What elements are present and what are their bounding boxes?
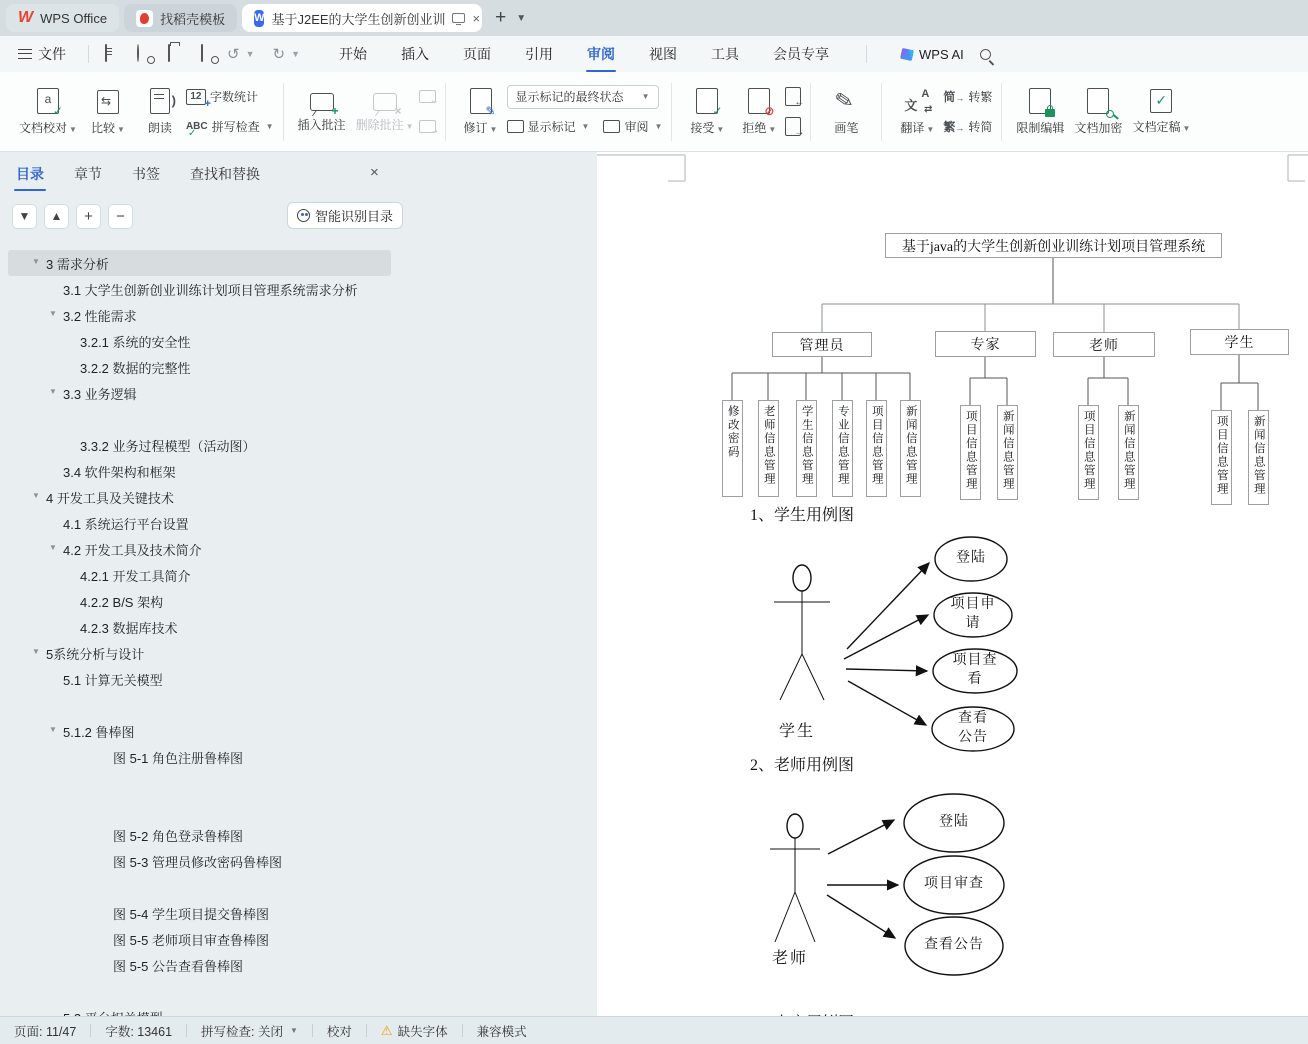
read-aloud-button[interactable]: ) 朗读	[134, 80, 186, 144]
wps-logo-icon: W	[18, 9, 34, 26]
delete-comment-icon: ×	[373, 93, 397, 111]
use-case-label: 项目审查	[924, 876, 984, 892]
toc-item[interactable]	[8, 666, 391, 692]
toc-caret-icon[interactable]: ▼	[49, 387, 57, 396]
restrict-editing-button[interactable]: 限制编辑	[1011, 80, 1069, 144]
docer-icon	[136, 10, 153, 27]
missing-font-warning[interactable]: ⚠ 缺失字体	[380, 1022, 448, 1039]
toc-item-label: 4.2.2 B/S 架构	[80, 594, 164, 610]
divider	[866, 45, 867, 63]
next-comment-icon: →	[419, 120, 436, 133]
toc-caret-icon[interactable]: ▼	[49, 309, 57, 318]
toc-item-label: 3.3.2 业务过程模型（活动图）	[80, 438, 256, 454]
org-chart-function-box: 老师信息管理	[758, 400, 779, 497]
menu-view[interactable]: 视图	[649, 46, 677, 62]
wps-ai-button[interactable]	[901, 47, 964, 62]
tab-label: WPS Office	[40, 10, 108, 26]
enter-fullscreen-icon[interactable]	[452, 13, 465, 23]
toc-item-label: 3.4 软件架构和框架	[63, 464, 176, 480]
toc-item[interactable]	[8, 848, 391, 874]
file-menu-label: 文件	[38, 46, 66, 62]
reject-change-button[interactable]: ⊘ 拒绝 ▼	[733, 80, 785, 144]
org-chart-function-box: 专业信息管理	[832, 400, 853, 497]
toc-caret-icon[interactable]: ▼	[32, 491, 40, 500]
org-chart-function-box: 新闻信息管理	[997, 405, 1018, 500]
file-menu-button[interactable]	[0, 44, 80, 64]
toc-caret-icon[interactable]: ▼	[32, 647, 40, 656]
menu-reference[interactable]: 引用	[525, 46, 553, 62]
word-count-indicator[interactable]: 字数: 13461	[105, 1024, 173, 1039]
compatibility-mode-badge: 兼容模式	[476, 1024, 527, 1039]
encrypt-doc-button[interactable]: 文档加密	[1069, 80, 1127, 144]
track-changes-icon: ✎	[470, 88, 492, 114]
insert-comment-button[interactable]: + 插入批注	[293, 80, 351, 144]
toc-caret-icon[interactable]: ▼	[32, 257, 40, 266]
ink-pen-icon	[833, 88, 859, 114]
toc-item-label: 3.3 业务逻辑	[63, 386, 137, 402]
toc-item[interactable]	[8, 536, 391, 562]
redo-chevron-icon[interactable]: ▼	[291, 49, 300, 59]
toc-item[interactable]	[8, 900, 391, 926]
org-chart-function-box: 新闻信息管理	[1118, 405, 1139, 500]
proofread-button[interactable]: 校对	[326, 1024, 352, 1039]
tab-docer-templates[interactable]	[124, 4, 237, 32]
read-aloud-icon	[150, 88, 170, 114]
show-markup-icon	[507, 120, 524, 133]
sidebar-tab-chapters[interactable]: 章节	[74, 166, 102, 182]
previous-change-icon: ←	[785, 87, 801, 106]
review-pane-icon	[603, 120, 620, 133]
menu-tabs	[322, 36, 846, 72]
toc-item-label: 图 5-4 学生项目提交鲁棒图	[113, 906, 270, 922]
toc-item-label: 图 5-3 管理员修改密码鲁棒图	[113, 854, 283, 870]
org-chart-function-box: 项目信息管理	[1211, 410, 1232, 505]
org-chart-root-box: 基于java的大学生创新创业训练计划项目管理系统	[885, 233, 1222, 258]
spell-check-button[interactable]: ABC ✓ 拼写检查 ▼	[186, 114, 274, 140]
use-case-label: 登陆	[956, 550, 986, 566]
use-case-heading: 1、学生用例图	[750, 507, 855, 524]
use-case-label: 查看公告	[924, 937, 984, 953]
toc-item-label: 4.2.3 数据库技术	[80, 620, 178, 636]
toc-item-label: 5系统分析与设计	[46, 646, 145, 662]
close-tab-icon[interactable]: ×	[472, 10, 481, 26]
show-markup-button[interactable]: 显示标记	[527, 120, 576, 134]
tab-label: 基于J2EE的大学生创新创业训	[271, 11, 446, 27]
smart-toc-button[interactable]: 智能识别目录	[287, 202, 403, 229]
document-page[interactable]	[597, 152, 1308, 1016]
toc-item-label: 5.1.2 鲁棒图	[63, 724, 135, 740]
divider	[810, 83, 811, 141]
menu-tools[interactable]: 工具	[711, 46, 739, 62]
divider	[1001, 83, 1002, 141]
compare-button[interactable]: ⇆ 比较 ▼	[82, 80, 134, 144]
page-indicator[interactable]: 页面: 11/47	[14, 1024, 77, 1039]
menu-start[interactable]: 开始	[339, 46, 367, 62]
traditional-to-simplified-button[interactable]: 繁→ 转简	[943, 120, 993, 134]
sidebar-tab-bookmarks[interactable]: 书签	[132, 166, 160, 182]
collapse-all-button[interactable]: ▲	[44, 204, 69, 229]
expand-all-button[interactable]: ▼	[12, 204, 37, 229]
toc-item[interactable]	[8, 276, 391, 302]
doc-proof-icon: a ✓	[37, 88, 59, 114]
finalize-doc-button[interactable]: ✓ 文档定稿 ▼	[1127, 80, 1195, 144]
print-button[interactable]	[167, 45, 185, 63]
next-change-button[interactable]	[785, 114, 805, 140]
toc-item-label: 4.2.1 开发工具简介	[80, 568, 191, 584]
word-count-icon: 12 +	[186, 89, 206, 105]
toc-item-label: 图 5-1 角色注册鲁棒图	[113, 750, 244, 766]
review-pane-button[interactable]: 审阅	[624, 120, 649, 134]
actor-label: 老师	[772, 950, 809, 967]
use-case-label: 项目查看	[952, 653, 998, 687]
wps-ai-icon	[900, 47, 914, 60]
toc-caret-icon[interactable]: ▼	[49, 725, 57, 734]
undo-chevron-icon[interactable]: ▼	[245, 49, 255, 59]
toc-item-label: 3.1 大学生创新创业训练计划项目管理系统需求分析	[63, 282, 358, 298]
menu-page[interactable]: 页面	[463, 46, 491, 62]
divider	[445, 83, 446, 141]
org-chart-function-box: 项目信息管理	[960, 405, 981, 500]
zoom-in-toc-button[interactable]: +	[76, 204, 101, 229]
status-bar	[0, 1016, 1308, 1044]
use-case-label: 登陆	[939, 814, 969, 830]
window-tab-bar	[0, 0, 1308, 36]
toc-item[interactable]	[8, 250, 391, 276]
org-chart-function-box: 新闻信息管理	[1248, 410, 1269, 505]
toc-item[interactable]	[8, 562, 391, 588]
save-button[interactable]	[103, 45, 121, 63]
toc-item-label: 3.2 性能需求	[63, 308, 137, 324]
markup-state-dropdown[interactable]: 显示标记的最终状态 ▼	[507, 85, 659, 109]
org-chart-function-box: 项目信息管理	[866, 400, 887, 497]
compare-icon	[97, 90, 119, 114]
divider	[881, 83, 882, 141]
divider	[88, 45, 89, 63]
undo-button[interactable]: ↺	[227, 46, 240, 63]
zoom-out-toc-button[interactable]: −	[108, 204, 133, 229]
toc-item-label: 图 5-5 老师项目审查鲁棒图	[113, 932, 270, 948]
toc-item[interactable]	[8, 822, 391, 848]
translate-button[interactable]: 文 ⇄ A 翻译 ▼	[891, 80, 943, 144]
ribbon-toolbar: a ✓ 文档校对 ▼ ⇆ 比较 ▼ ) 朗读 12 + 字数统计 ABC ✓ 拼写检查 ▼ + 插入批注 × 删除批注 ▼ ← → ✎ 修订 ▼ 显示标记的最终状态 ▼ 显示标记 ▼ 审阅 ▼ ✓ 接受 ▼ ⊘ 拒绝 ▼ ← → ✎ 画笔 文 ⇄ A 翻译 ▼ 简→ 转繁 繁→ 转简 限制编辑 文档加密 ✓ 文档定稿 ▼	[0, 72, 1308, 152]
previous-change-button[interactable]	[785, 84, 805, 110]
tab-document[interactable]	[242, 4, 482, 32]
toc-item[interactable]	[8, 926, 391, 952]
org-chart-function-box: 新闻信息管理	[900, 400, 921, 497]
writer-doc-icon: W	[254, 10, 264, 27]
org-chart-function-box: 学生信息管理	[796, 400, 817, 497]
navigation-pane	[0, 152, 597, 1016]
sidebar-tab-contents[interactable]: 目录	[14, 153, 46, 195]
menu-bar	[0, 36, 1308, 72]
toc-caret-icon[interactable]: ▼	[49, 543, 57, 552]
hamburger-icon	[18, 49, 32, 59]
toc-item-label: 4 开发工具及关键技术	[46, 490, 174, 506]
finalize-doc-icon	[1150, 89, 1172, 113]
toc-item-label: 4.2 开发工具及技术简介	[63, 542, 202, 558]
org-chart-function-box: 项目信息管理	[1078, 405, 1099, 500]
previous-comment-button[interactable]	[419, 84, 440, 110]
track-changes-button[interactable]: ✎ 修订 ▼	[455, 80, 507, 144]
org-chart-role-box: 专家	[935, 331, 1036, 357]
redo-button[interactable]: ↻	[272, 46, 286, 63]
tab-wps-office[interactable]	[6, 4, 119, 32]
wps-ai-label: WPS AI	[919, 46, 964, 62]
toc-item[interactable]	[8, 328, 391, 354]
reject-change-icon: ⊘	[748, 88, 770, 114]
toc-item[interactable]	[8, 744, 391, 770]
org-chart-role-box: 老师	[1053, 332, 1155, 357]
toc-item[interactable]	[8, 302, 391, 328]
export-button[interactable]	[135, 45, 153, 63]
restrict-editing-icon	[1029, 88, 1051, 114]
org-chart-role-box: 学生	[1190, 329, 1289, 355]
doc-proof-button[interactable]: a ✓ 文档校对 ▼	[14, 80, 82, 144]
toc-item-label: 3.2.1 系统的安全性	[80, 334, 191, 350]
divider	[671, 83, 672, 141]
delete-comment-button[interactable]: × 删除批注 ▼	[351, 80, 419, 144]
translate-icon: 文 ⇄ A	[904, 88, 930, 114]
print-preview-button[interactable]	[199, 45, 217, 63]
toc-item-label: 3 需求分析	[46, 256, 109, 272]
smart-toc-icon	[297, 209, 310, 222]
sidebar-tab-find-replace[interactable]: 查找和替换	[190, 166, 260, 182]
toc-item[interactable]	[8, 614, 391, 640]
divider	[283, 83, 284, 141]
accept-change-icon: ✓	[696, 88, 718, 114]
toc-item[interactable]	[8, 952, 391, 978]
next-comment-button[interactable]	[419, 114, 440, 140]
search-icon[interactable]	[980, 49, 991, 60]
org-chart-role-box: 管理员	[772, 332, 872, 357]
toc-item[interactable]	[8, 380, 391, 406]
toc-item-label: 4.1 系统运行平台设置	[63, 516, 189, 532]
tab-list-chevron-icon[interactable]: ▼	[516, 12, 527, 24]
use-case-label: 查看公告	[958, 711, 988, 745]
toc-list	[0, 236, 597, 1030]
org-chart-function-box: 修改密码	[722, 400, 743, 497]
ink-pen-button[interactable]: ✎ 画笔	[820, 80, 872, 144]
toc-item[interactable]	[8, 432, 391, 458]
insert-comment-icon: +	[310, 93, 334, 111]
use-case-label: 项目申请	[950, 597, 996, 631]
menu-review[interactable]: 审阅	[570, 36, 632, 72]
new-tab-button[interactable]: +	[495, 7, 507, 28]
warning-icon: ⚠	[380, 1022, 393, 1038]
toc-item[interactable]	[8, 484, 391, 510]
close-pane-icon[interactable]: ×	[370, 164, 379, 181]
toc-item[interactable]	[8, 354, 391, 380]
use-case-heading: 2、老师用例图	[750, 757, 855, 774]
word-count-button[interactable]: 12 + 字数统计	[186, 84, 274, 110]
toc-item[interactable]	[8, 510, 391, 536]
simplified-to-traditional-button[interactable]: 简→ 转繁	[943, 90, 993, 104]
actor-label: 学生	[779, 723, 816, 740]
spell-check-status[interactable]: 拼写检查: 关闭 ▼	[201, 1024, 298, 1039]
accept-change-button[interactable]: ✓ 接受 ▼	[681, 80, 733, 144]
toc-item[interactable]	[8, 458, 391, 484]
tab-label: 找稻壳模板	[160, 11, 226, 27]
spell-check-icon: ABC ✓	[186, 121, 208, 132]
previous-comment-icon: ←	[419, 90, 436, 103]
toc-item-label: 3.2.2 数据的完整性	[80, 360, 191, 376]
menu-member[interactable]: 会员专享	[773, 46, 829, 62]
toc-item[interactable]	[8, 640, 391, 666]
toc-item[interactable]	[8, 588, 391, 614]
toc-item-label: 5.1 计算无关模型	[63, 672, 163, 688]
next-change-icon: →	[785, 117, 801, 136]
toc-item-label: 图 5-5 公告查看鲁棒图	[113, 958, 244, 974]
encrypt-doc-icon	[1087, 88, 1109, 114]
toc-item-label: 图 5-2 角色登录鲁棒图	[113, 828, 244, 844]
menu-insert[interactable]: 插入	[401, 46, 429, 62]
toc-item[interactable]	[8, 718, 391, 744]
